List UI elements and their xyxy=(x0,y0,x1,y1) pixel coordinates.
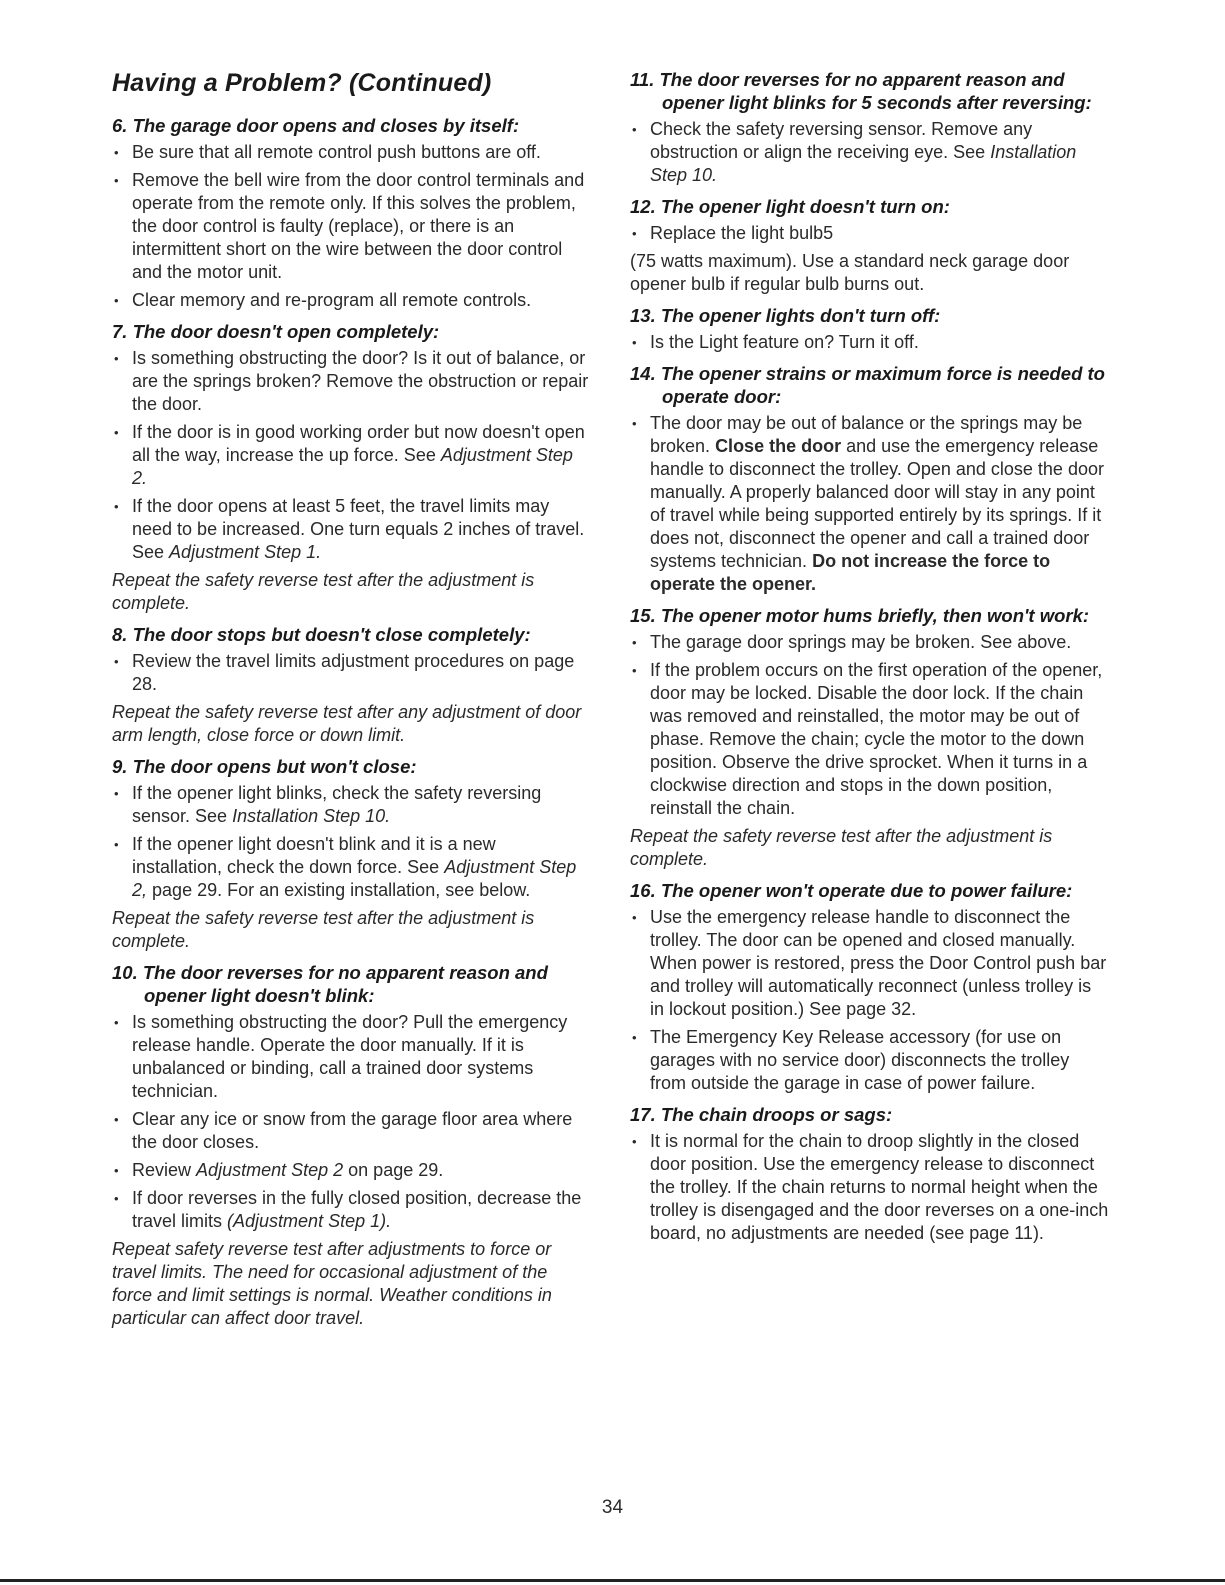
section-17-list xyxy=(630,1130,1110,1245)
section-11-heading: 11. The door reverses for no apparent reason and opener light blinks for 5 seconds after reversing: xyxy=(630,69,1092,113)
section-12-paragraph: (75 watts maximum). Use a standard neck garage door opener bulb if regular bulb burns out. xyxy=(630,251,1070,294)
list-item-text: and use the emergency release handle to disconnect the trolley. Open and close the door manually. A properly balanced door will stay in any point of travel while being supported entirely by its springs. If it does not, disconnect the opener and call a trained door systems technician. xyxy=(650,436,1104,571)
list-item: • Use the emergency release handle to disconnect the trolley. The door can be opened and closed manually. When power is restored, press the Door Control push bar and trolley will automatically reconnect (unless trolley is in lockout position.) See page 32. xyxy=(630,906,1110,1021)
section-10-list xyxy=(112,1011,590,1233)
list-item-text: on page 29. xyxy=(348,1160,444,1180)
list-item: • Clear memory and re-program all remote controls. xyxy=(112,289,590,312)
section-7-list xyxy=(112,347,590,564)
right-column xyxy=(630,68,1110,1250)
section-8-note: Repeat the safety reverse test after any adjustment of door arm length, close force or down limit. xyxy=(112,702,582,745)
list-item: • Be sure that all remote control push buttons are off. xyxy=(112,141,590,164)
section-13-list xyxy=(630,331,1110,354)
section-8-list xyxy=(112,650,590,696)
list-item-text: If the opener light blinks, check the safety reversing sensor. See xyxy=(132,783,542,826)
page-title: Having a Problem? (Continued) xyxy=(112,69,492,97)
step-reference: (Adjustment Step 1). xyxy=(227,1211,392,1231)
section-6-list xyxy=(112,141,590,312)
list-item: • The garage door springs may be broken. See above. xyxy=(630,631,1110,654)
list-item: • It is normal for the chain to droop slightly in the closed door position. Use the emergency release to disconnect the trolley. If the chain returns to normal height when the trolley is disengaged and the door reverses on a one-inch board, no adjustments are needed (see page 11). xyxy=(630,1130,1110,1245)
list-item xyxy=(112,1159,590,1182)
section-17-heading: 17. The chain droops or sags: xyxy=(630,1104,893,1125)
list-item xyxy=(630,118,1110,187)
section-9-heading: 9. The door opens but won't close: xyxy=(112,756,417,777)
section-15-list xyxy=(630,631,1110,820)
section-13-heading: 13. The opener lights don't turn off: xyxy=(630,305,941,326)
section-6-heading: 6. The garage door opens and closes by itself: xyxy=(112,115,520,136)
list-item xyxy=(630,412,1110,596)
step-reference: Adjustment Step 1. xyxy=(169,542,322,562)
list-item: • Clear any ice or snow from the garage floor area where the door closes. xyxy=(112,1108,590,1154)
step-reference: Adjustment Step 2, xyxy=(132,857,577,900)
list-item: • Replace the light bulb5 xyxy=(630,222,1110,245)
section-15-heading: 15. The opener motor hums briefly, then won't work: xyxy=(630,605,1090,626)
list-item xyxy=(112,421,590,490)
section-15-note: Repeat the safety reverse test after the adjustment is complete. xyxy=(630,826,1053,869)
section-12-heading: 12. The opener light doesn't turn on: xyxy=(630,196,950,217)
section-9-note: Repeat the safety reverse test after the adjustment is complete. xyxy=(112,908,535,951)
list-item: • Is the Light feature on? Turn it off. xyxy=(630,331,1110,354)
step-reference: Adjustment Step 2 xyxy=(196,1160,344,1180)
list-item xyxy=(112,782,590,828)
section-7-note: Repeat the safety reverse test after the adjustment is complete. xyxy=(112,570,535,613)
page-number: 34 xyxy=(601,1497,624,1518)
section-12-list xyxy=(630,222,1110,245)
list-item: • Is something obstructing the door? Is it out of balance, or are the springs broken? Remove the obstruction or repair the door. xyxy=(112,347,590,416)
section-10-heading: 10. The door reverses for no apparent reason and opener light doesn't blink: xyxy=(112,962,548,1006)
section-8-heading: 8. The door stops but doesn't close completely: xyxy=(112,624,531,645)
list-item-text: If the door opens at least 5 feet, the travel limits may need to be increased. One turn equals 2 inches of travel. See xyxy=(132,496,585,562)
list-item xyxy=(112,495,590,564)
bottom-rule xyxy=(0,1579,1225,1582)
list-item-text: If the door is in good working order but now doesn't open all the way, increase the up force. See xyxy=(132,422,585,465)
list-item: • The Emergency Key Release accessory (for use on garages with no service door) disconnects the trolley from outside the garage in case of power failure. xyxy=(630,1026,1110,1095)
warning-text: Do not increase the force to operate the opener. xyxy=(650,551,1051,594)
list-item xyxy=(112,1187,590,1233)
list-item: • Remove the bell wire from the door control terminals and operate from the remote only. If this solves the problem, the door control is faulty (replace), or there is an intermittent short on the wire between the door control and the motor unit. xyxy=(112,169,590,284)
list-item-text: Check the safety reversing sensor. Remove any obstruction or align the receiving eye. See xyxy=(650,119,1033,162)
section-9-list xyxy=(112,782,590,902)
section-11-list xyxy=(630,118,1110,187)
step-reference: Installation Step 10. xyxy=(232,806,391,826)
section-16-heading: 16. The opener won't operate due to power failure: xyxy=(630,880,1073,901)
section-10-note: Repeat safety reverse test after adjustments to force or travel limits. The need for occasional adjustment of the force and limit settings is normal. Weather conditions in particular can affect door travel. xyxy=(112,1239,552,1328)
section-16-list xyxy=(630,906,1110,1095)
list-item: • If the problem occurs on the first operation of the opener, door may be locked. Disable the door lock. If the chain was removed and reinstalled, the motor may be out of phase. Remove the chain; cycle the motor to the down position. Observe the drive sprocket. When it turns in a clockwise direction and stops in the down position, reinstall the chain. xyxy=(630,659,1110,820)
step-reference: Installation Step 10. xyxy=(650,142,1077,185)
section-14-heading: 14. The opener strains or maximum force is needed to operate door: xyxy=(630,363,1105,407)
list-item xyxy=(112,833,590,902)
list-item-text: If the opener light doesn't blink and it is a new installation, check the down force. See xyxy=(132,834,496,877)
left-column xyxy=(112,68,590,1336)
list-item: • Is something obstructing the door? Pull the emergency release handle. Operate the door manually. If it is unbalanced or binding, call a trained door systems technician. xyxy=(112,1011,590,1103)
section-14-list xyxy=(630,412,1110,596)
step-reference: Adjustment Step 2. xyxy=(132,445,573,488)
list-item-text: The door may be out of balance or the springs may be broken. xyxy=(650,413,1083,456)
list-item-text: Review xyxy=(132,1160,192,1180)
list-item-text: page 29. For an existing installation, see below. xyxy=(152,880,531,900)
section-7-heading: 7. The door doesn't open completely: xyxy=(112,321,440,342)
list-item: • Review the travel limits adjustment procedures on page 28. xyxy=(112,650,590,696)
emphasis-text: Close the door xyxy=(715,436,842,456)
list-item-text: If door reverses in the fully closed position, decrease the travel limits xyxy=(132,1188,582,1231)
